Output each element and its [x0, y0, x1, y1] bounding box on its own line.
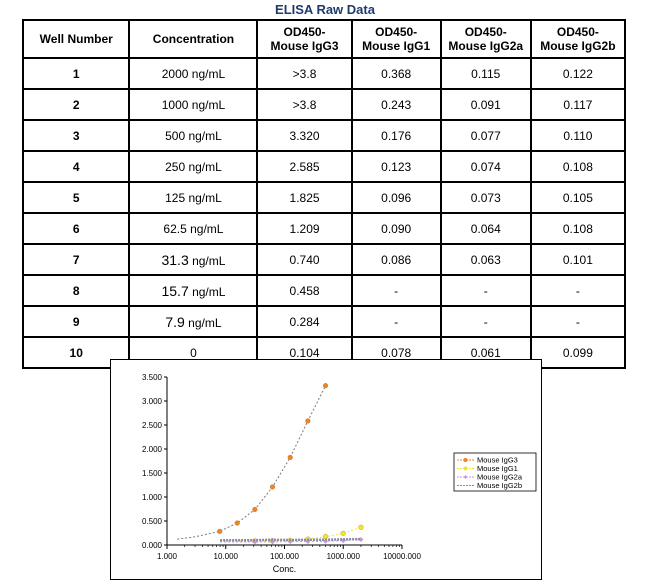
cell-od450-igg1: 0.078: [352, 337, 441, 368]
cell-od450-igg1: 0.090: [352, 213, 441, 244]
cell-od450-igg2a: 0.077: [441, 120, 531, 151]
concentration-unit: ng/mL: [185, 190, 222, 205]
data-point: [323, 534, 328, 539]
cell-well-number: 5: [23, 182, 129, 213]
cell-od450-igg1: -: [352, 275, 441, 306]
y-tick-label: 3.000: [141, 397, 162, 406]
concentration-value: 0: [190, 345, 197, 360]
concentration-value: 1000: [161, 97, 189, 112]
y-tick-label: 1.000: [141, 493, 162, 502]
x-tick-label: 10.000: [213, 552, 238, 561]
cell-od450-igg2b: -: [531, 306, 625, 337]
concentration-value: 2000: [161, 66, 189, 81]
cell-well-number: 4: [23, 151, 129, 182]
table-row: [23, 89, 625, 120]
cell-od450-igg2b: -: [531, 275, 625, 306]
cell-concentration: [129, 151, 257, 182]
cell-concentration: [129, 213, 257, 244]
legend-marker: [464, 458, 468, 462]
y-tick-label: 2.000: [141, 445, 162, 454]
legend-label: Mouse IgG1: [477, 464, 518, 473]
cell-od450-igg3: 3.320: [257, 120, 351, 151]
concentration-value: 15.7: [161, 282, 189, 299]
concentration-value: 31.3: [161, 251, 189, 268]
data-point: [359, 525, 364, 530]
cell-od450-igg2b: 0.099: [531, 337, 625, 368]
column-header-well-number: Well Number: [23, 20, 129, 58]
cell-od450-igg1: 0.086: [352, 244, 441, 275]
cell-od450-igg2a: 0.064: [441, 213, 531, 244]
table-row: [23, 151, 625, 182]
data-point: [252, 507, 257, 512]
concentration-unit: ng/mL: [188, 284, 226, 299]
cell-od450-igg3: 1.209: [257, 213, 351, 244]
table-row: [23, 306, 625, 337]
y-tick-label: 2.500: [141, 421, 162, 430]
concentration-value: 125: [165, 190, 186, 205]
table-header-row: [23, 20, 625, 58]
concentration-value: 62.5: [163, 221, 187, 236]
cell-od450-igg2a: -: [441, 306, 531, 337]
cell-od450-igg2b: 0.117: [531, 89, 625, 120]
cell-od450-igg2b: 0.108: [531, 151, 625, 182]
cell-od450-igg2b: 0.101: [531, 244, 625, 275]
table-row: [23, 182, 625, 213]
x-axis-label: Conc.: [272, 564, 297, 574]
cell-od450-igg1: 0.243: [352, 89, 441, 120]
column-header-igg3: [257, 20, 351, 58]
legend-label: Mouse IgG2b: [477, 481, 523, 490]
concentration-unit: ng/mL: [186, 221, 224, 236]
x-tick-label: 1000.000: [326, 552, 360, 561]
cell-well-number: 8: [23, 275, 129, 306]
page-title: ELISA Raw Data: [275, 2, 375, 17]
series-line-mouse-igg2b: [220, 539, 361, 540]
cell-well-number: 10: [23, 337, 129, 368]
column-header-concentration: Concentration: [129, 20, 257, 58]
cell-od450-igg3: 1.825: [257, 182, 351, 213]
cell-od450-igg2a: 0.073: [441, 182, 531, 213]
concentration-value: 500: [165, 128, 186, 143]
cell-od450-igg3: 0.284: [257, 306, 351, 337]
x-tick-label: 100.000: [270, 552, 299, 561]
cell-well-number: 3: [23, 120, 129, 151]
elisa-raw-data-table: [22, 19, 626, 369]
data-point: [305, 419, 310, 424]
cell-od450-igg2b: 0.110: [531, 120, 625, 151]
column-header-igg2b: [531, 20, 625, 58]
y-tick-label: 0.500: [141, 517, 162, 526]
legend-label: Mouse IgG3: [477, 455, 518, 465]
cell-od450-igg1: 0.176: [352, 120, 441, 151]
cell-od450-igg2a: -: [441, 275, 531, 306]
cell-well-number: 7: [23, 244, 129, 275]
cell-od450-igg3: 0.104: [257, 337, 351, 368]
table-row: [23, 58, 625, 89]
cell-od450-igg1: 0.096: [352, 182, 441, 213]
concentration-value: 7.9: [165, 313, 185, 330]
series-line-mouse-igg3: [177, 386, 325, 540]
data-point: [288, 455, 293, 460]
cell-well-number: 1: [23, 58, 129, 89]
data-point: [323, 383, 328, 388]
elisa-chart: [110, 359, 542, 580]
header-text: OD450- Mouse IgG1: [362, 25, 431, 53]
column-header-igg1: [352, 20, 441, 58]
concentration-value: 250: [165, 159, 186, 174]
data-point: [270, 485, 275, 490]
cell-od450-igg2a: 0.115: [441, 58, 531, 89]
legend-marker: [464, 467, 468, 471]
cell-od450-igg2a: 0.063: [441, 244, 531, 275]
cell-concentration: [129, 89, 257, 120]
header-text: OD450- Mouse IgG3: [270, 25, 339, 53]
column-header-igg2a: [441, 20, 531, 58]
concentration-unit: ng/mL: [188, 97, 226, 112]
cell-concentration: [129, 244, 257, 275]
cell-concentration: [129, 306, 257, 337]
y-tick-label: 0.000: [141, 541, 162, 550]
table-row: [23, 213, 625, 244]
concentration-unit: ng/mL: [185, 128, 222, 143]
cell-concentration: [129, 58, 257, 89]
table-row: [23, 120, 625, 151]
y-tick-label: 3.500: [141, 373, 162, 382]
cell-od450-igg2b: 0.105: [531, 182, 625, 213]
cell-well-number: 2: [23, 89, 129, 120]
cell-well-number: 9: [23, 306, 129, 337]
table-row: [23, 275, 625, 306]
cell-od450-igg2b: 0.122: [531, 58, 625, 89]
cell-concentration: [129, 182, 257, 213]
concentration-unit: ng/mL: [188, 253, 226, 268]
cell-od450-igg3: 0.740: [257, 244, 351, 275]
cell-od450-igg3: >3.8: [257, 58, 351, 89]
cell-concentration: [129, 275, 257, 306]
cell-od450-igg3: 2.585: [257, 151, 351, 182]
cell-od450-igg3: 0.458: [257, 275, 351, 306]
concentration-unit: ng/mL: [184, 315, 222, 330]
y-tick-label: 1.500: [141, 469, 162, 478]
concentration-unit: ng/mL: [188, 66, 226, 81]
cell-od450-igg2a: 0.074: [441, 151, 531, 182]
header-text: OD450- Mouse IgG2b: [540, 25, 616, 53]
cell-od450-igg1: 0.123: [352, 151, 441, 182]
cell-od450-igg2b: 0.108: [531, 213, 625, 244]
x-tick-label: 10000.000: [383, 552, 421, 561]
table-row: [23, 244, 625, 275]
cell-od450-igg3: >3.8: [257, 89, 351, 120]
cell-od450-igg2a: 0.061: [441, 337, 531, 368]
concentration-unit: ng/mL: [185, 159, 222, 174]
cell-well-number: 6: [23, 213, 129, 244]
legend-label: Mouse IgG2a: [477, 472, 523, 482]
data-point: [217, 529, 222, 534]
cell-od450-igg2a: 0.091: [441, 89, 531, 120]
data-point: [341, 531, 346, 536]
data-point: [235, 521, 240, 526]
x-tick-label: 1.000: [156, 552, 178, 561]
cell-concentration: [129, 120, 257, 151]
chart-svg: [111, 360, 541, 579]
cell-od450-igg1: 0.368: [352, 58, 441, 89]
cell-od450-igg1: -: [352, 306, 441, 337]
header-text: OD450- Mouse IgG2a: [448, 25, 524, 53]
